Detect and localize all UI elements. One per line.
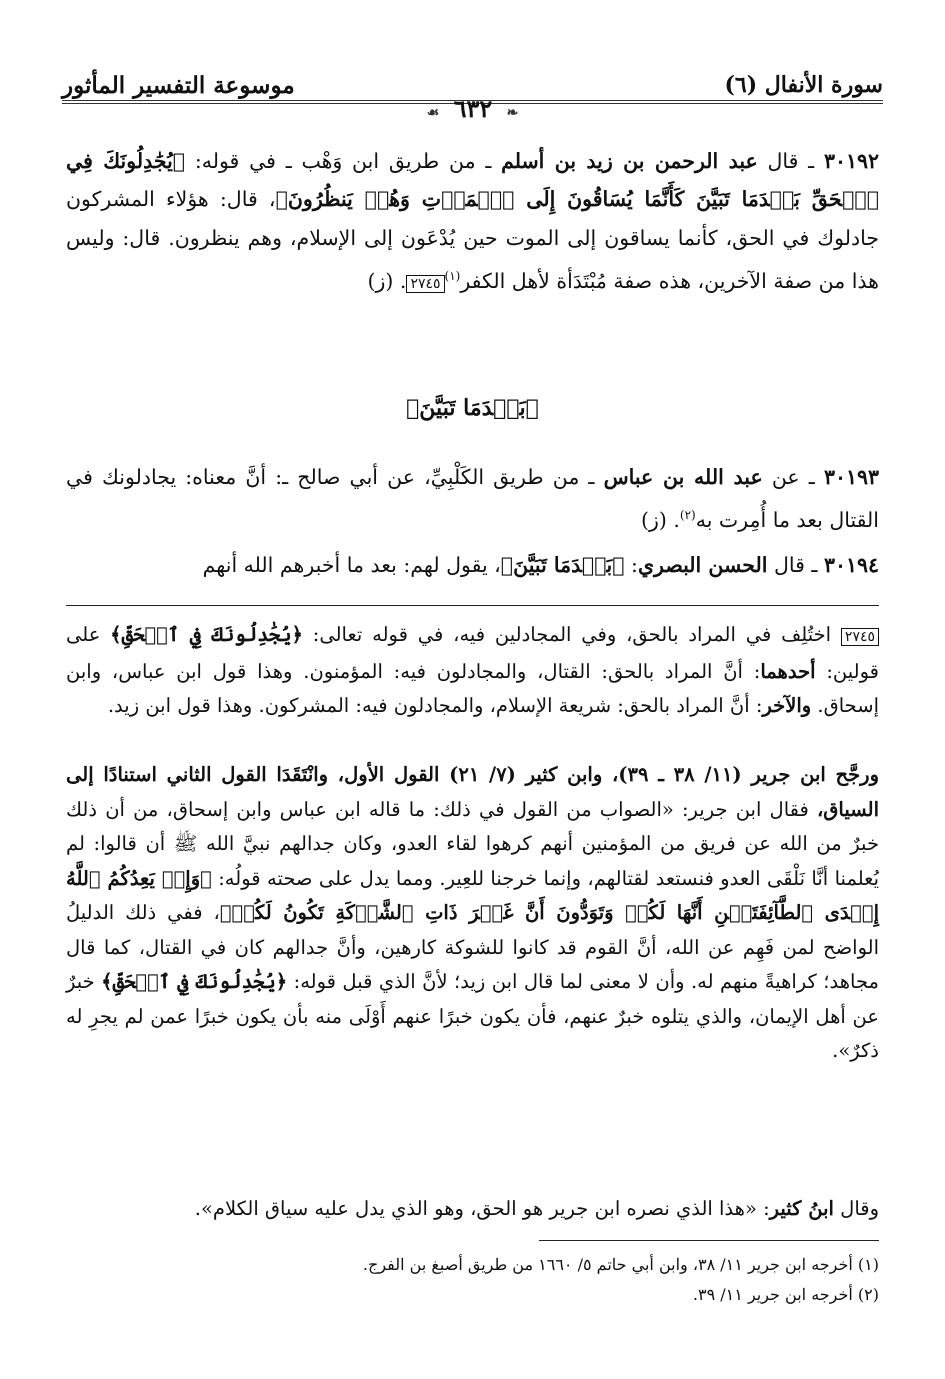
commentary-verdict: ورجَّح ابن جرير (١١/ ٣٨ ـ ٣٩)، وابن كثير (٧/ ٢١) القول الأول، وانْتَقَدَا القول الثاني استنادًا إلى السياق،	[66, 763, 879, 821]
commentary-divider	[66, 605, 879, 606]
quran-verse: ﴿يُجَٰدِلُونَكَ فِي ٱلۡحَقِّ﴾	[110, 623, 303, 646]
commentary-ref-box: ٢٧٤٥	[406, 275, 444, 293]
ornament-icon: ❧	[506, 105, 519, 121]
quran-verse: ﴿يُجَٰدِلُونَكَ فِي ٱلۡحَقِّ﴾	[101, 970, 288, 993]
entry-text: ، يقول لهم: بعد ما أخبرهم الله أنهم	[202, 553, 501, 577]
commentary-ref-box: ٢٧٤٥	[841, 628, 879, 646]
quran-verse: ﴿بَعۡدَمَا تَبَيَّنَ﴾	[500, 553, 625, 577]
entry-text: ـ قال	[767, 553, 824, 577]
entry-text: . (ز)	[367, 269, 407, 294]
scholar-name: ابنُ كثير	[769, 1197, 834, 1220]
entry-text: :	[624, 553, 638, 577]
commentary-para-3	[66, 1192, 879, 1227]
narrator-name: عبد الله بن عباس	[603, 465, 763, 489]
commentary-text: ، ففي ذلك الدليلُ الواضح لمن فَهِم عن الله، أنَّ القوم قد كانوا للشوكة كارهين، وأنَّ جدالهم كان في القتال، كما قال مجاهد؛ كراهيةً منهم له. وأن لا معنى لما قال ابن زيد؛ لأنَّ الذي قبل قوله:	[66, 901, 879, 993]
narrator-name: عبد الرحمن بن زيد بن أسلم	[501, 149, 758, 173]
commentary-text: خبرٌ عن أهل الإيمان، والذي يتلوه خبرٌ عنهم، فأن يكون خبرًا عنهم أَوْلَى منه بأن يكون خبرًا عمن لم يجرِ له ذكرٌ».	[66, 970, 879, 1062]
book-title: موسوعة التفسير المأثور	[62, 72, 295, 99]
entry-text: ، قال: هؤلاء المشركون جادلوك في الحق، كأنما يساقون إلى الموت حين يُدْعَون إلى الإسلام، وهم ينظرون. قال: وليس هذا من صفة الآخرين، هذه صفة مُبْتَدَأة لأهل الكفر	[66, 187, 879, 294]
commentary-text: فقال ابن جرير: «الصواب من القول في ذلك: ما قاله ابن عباس وابن إسحاق، من أن ذلك خبرٌ من الله عن فريق من المؤمنين أنهم كرهوا لقاء العدو، وكان جدالهم نبيَّ الله ﷺ أن قالوا: لم يُعلمنا أنَّا نَلْقَى العدو فنستعد لقتالهم، وإنما خرجنا للعِير. ومما يدل على صحته قولُه:	[66, 797, 880, 890]
commentary-para-2	[66, 758, 879, 1069]
footnote-marker: (١)	[444, 269, 461, 284]
opinion-label: أحدهما	[760, 659, 816, 683]
surah-title: سورة الأنفال (٦)	[724, 72, 883, 98]
footnote-1: (١) أخرجه ابن جرير ١١/ ٣٨، وابن أبي حاتم ٥/ ١٦٦٠ من طريق أصبغ بن الفرج.	[362, 1255, 879, 1274]
entry-number: ٣٠١٩٢	[823, 149, 879, 173]
footnote-marker: (٢)	[679, 508, 696, 523]
commentary-text: : أنَّ المراد بالحق: القتال، والمجادلون فيه: المؤمنون. وهذا قول ابن عباس، وابن إسحاق.	[66, 659, 879, 717]
commentary-text: وقال	[833, 1197, 879, 1220]
narrator-name: الحسن البصري	[637, 553, 768, 577]
footnotes	[66, 1250, 879, 1310]
footnote-rule	[539, 1240, 879, 1241]
commentary-text: اختُلِف في المراد بالحق، وفي المجادلين فيه، في قوله تعالى:	[302, 623, 841, 646]
ornament-icon: ☙	[426, 105, 440, 121]
entry-30193	[66, 458, 879, 540]
commentary-para-1	[66, 618, 879, 724]
entry-number: ٣٠١٩٣	[823, 465, 879, 489]
entry-30194	[66, 546, 879, 584]
quran-verse: ﴿يُجَٰدِلُونَكَ فِي ٱلۡحَقِّ بَعۡدَمَا تَبَيَّنَ كَأَنَّمَا يُسَاقُونَ إِلَى ٱلۡمَوۡتِ وَهُمۡ يَنظُرُونَ﴾	[66, 149, 879, 212]
commentary-text: : «هذا الذي نصره ابن جرير هو الحق، وهو الذي يدل عليه سياق الكلام».	[194, 1197, 770, 1220]
opinion-label: والآخر	[762, 694, 812, 717]
footnote-2: (٢) أخرجه ابن جرير ١١/ ٣٩.	[692, 1285, 879, 1304]
entry-30192	[66, 142, 879, 303]
quran-verse: ﴿وَإِذۡ يَعِدُكُمُ ٱللَّهُ إِحۡدَى ٱلطَّآئِفَتَيۡنِ أَنَّهَا لَكُمۡ وَتَوَدُّونَ أَنَّ غَيۡرَ ذَاتِ ٱلشَّوۡكَةِ تَكُونُ لَكُمۡ﴾	[66, 866, 879, 924]
entry-text: ـ من طريق ابن وَهْب ـ في قوله:	[185, 149, 502, 173]
entry-text: ـ عن	[762, 465, 824, 489]
entry-number: ٣٠١٩٤	[823, 553, 879, 577]
entry-text: ـ من طريق الكَلْبِيِّ، عن أبي صالح ـ: أنَّ معناه: يجادلونك في القتال بعد ما أُمِرت به	[66, 465, 879, 533]
commentary-text: : أنَّ المراد بالحق: شريعة الإسلام، والمجادلون فيه: المشركون. وهذا قول ابن زيد.	[107, 694, 763, 717]
entry-text: ـ قال	[757, 149, 824, 173]
page-number-block	[0, 94, 945, 123]
page-number: ٦٣٢	[453, 94, 493, 123]
section-heading: ﴿بَعۡدَمَا تَبَيَّنَ﴾	[406, 395, 539, 421]
entry-text: . (ز)	[640, 508, 680, 533]
commentary-text: على قولين:	[66, 623, 879, 683]
